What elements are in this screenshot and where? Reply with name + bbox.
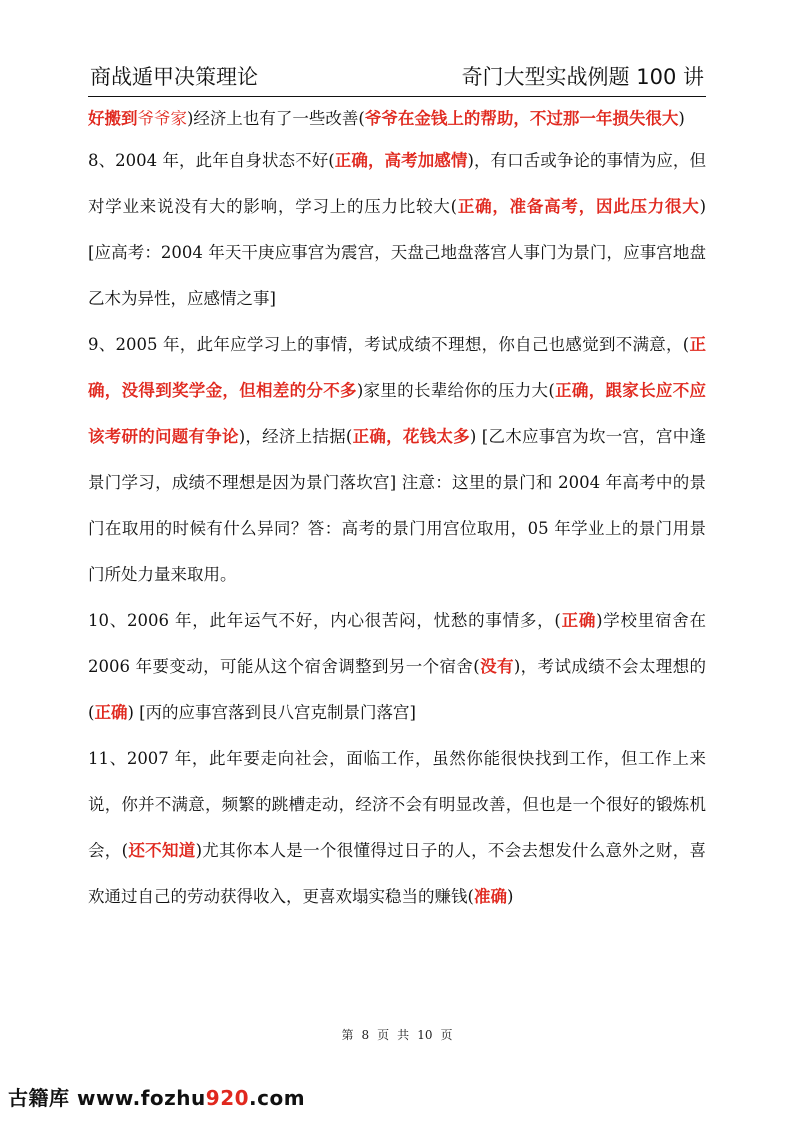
site-watermark [8,1082,305,1111]
body-text: )尤其你本人是一个很懂得过日子的人，不会去想发什么意外之财，喜欢通过自己的劳动获得收入，更喜欢塌实稳当的赚钱( [88,841,707,906]
body-text: )家里的长辈给你的压力大( [356,381,555,400]
body-text: ) [678,109,685,128]
body-text: ) [应高考：2004 年天干庚应事宫为震宫，天盘己地盘落宫人事门为景门，应事宫地盘乙木为异性，应感情之事] [88,197,707,308]
body-text: ) [丙的应事宫落到艮八宫克制景门落宫] [127,703,416,722]
paragraph-2006 [88,598,706,736]
body-text: 8、2004 年，此年自身状态不好( [88,151,335,170]
header-chapter-title: 奇门大型实战例题 100 讲 [461,65,704,89]
watermark-name: 古籍库 [8,1086,70,1110]
annotation-text: 正确 [560,611,597,630]
annotation-text: 正确 [94,703,128,722]
body-text: )，考试成绩不会太理想的( [88,657,707,722]
paragraph-continuation [88,100,706,138]
annotation-text: 爷爷在金钱上的帮助，不过那一年损失很大 [364,109,679,128]
watermark-url-suffix: .com [249,1086,306,1110]
document-body [88,100,706,920]
paragraph-2005 [88,322,706,598]
header-book-title: 商战遁甲决策理论 [90,65,258,89]
annotation-text: 好搬到 [88,109,138,128]
body-text: ) [506,887,514,906]
page-footer [0,1026,794,1043]
footer-label: 页 [440,1028,453,1042]
body-text: ) [乙木应事宫为坎一宫，宫中逢景门学习，成绩不理想是因为景门落坎宫] 注意：这里的景门和 2004 年高考中的景门在取用的时候有什么异同？答：高考的景门用宫位取用，05 年学业上的景门用景门所处力量来取用。 [88,427,706,584]
paragraph-2004 [88,138,706,322]
watermark-url-number: 920 [205,1086,250,1110]
body-text: )经济上也有了一些改善( [187,109,365,128]
annotation-text: 正确，花钱太多 [352,427,470,446]
annotation-text: 爷爷家 [137,109,187,128]
annotation-text: 正确，跟家长应不应该考研的问题有争论 [88,381,707,446]
total-pages: 10 [417,1028,433,1042]
body-text: )，经济上拮据( [238,427,353,446]
footer-label: 第 [341,1028,354,1042]
annotation-text: 正确，没得到奖学金，但相差的分不多 [88,335,707,400]
paragraph-2007 [88,736,706,920]
annotation-text: 准确 [473,887,507,906]
body-text: 10、2006 年，此年运气不好，内心很苦闷，忧愁的事情多，( [88,611,561,630]
body-text: )学校里宿舍在 2006 年要变动，可能从这个宿舍调整到另一个宿舍( [88,611,707,676]
footer-label: 页 [377,1028,390,1042]
page-header [88,60,706,97]
body-text: 9、2005 年，此年应学习上的事情，考试成绩不理想，你自己也感觉到不满意，( [88,335,690,354]
annotation-text: 正确，高考加感情 [334,151,468,170]
footer-label: 共 [397,1028,410,1042]
annotation-text: 没有 [479,657,514,676]
annotation-text: 正确，准备高考，因此压力很大 [457,197,700,216]
body-text: )，有口舌或争论的事情为应，但对学业来说没有大的影响，学习上的压力比较大( [88,151,707,216]
page-number: 8 [361,1028,370,1042]
watermark-url-prefix: www.fozhu [76,1086,206,1110]
annotation-text: 还不知道 [128,841,196,860]
body-text: 11、2007 年，此年要走向社会，面临工作，虽然你能很快找到工作，但工作上来说，你并不满意，频繁的跳槽走动，经济不会有明显改善，但也是一个很好的锻炼机会，( [88,749,706,860]
